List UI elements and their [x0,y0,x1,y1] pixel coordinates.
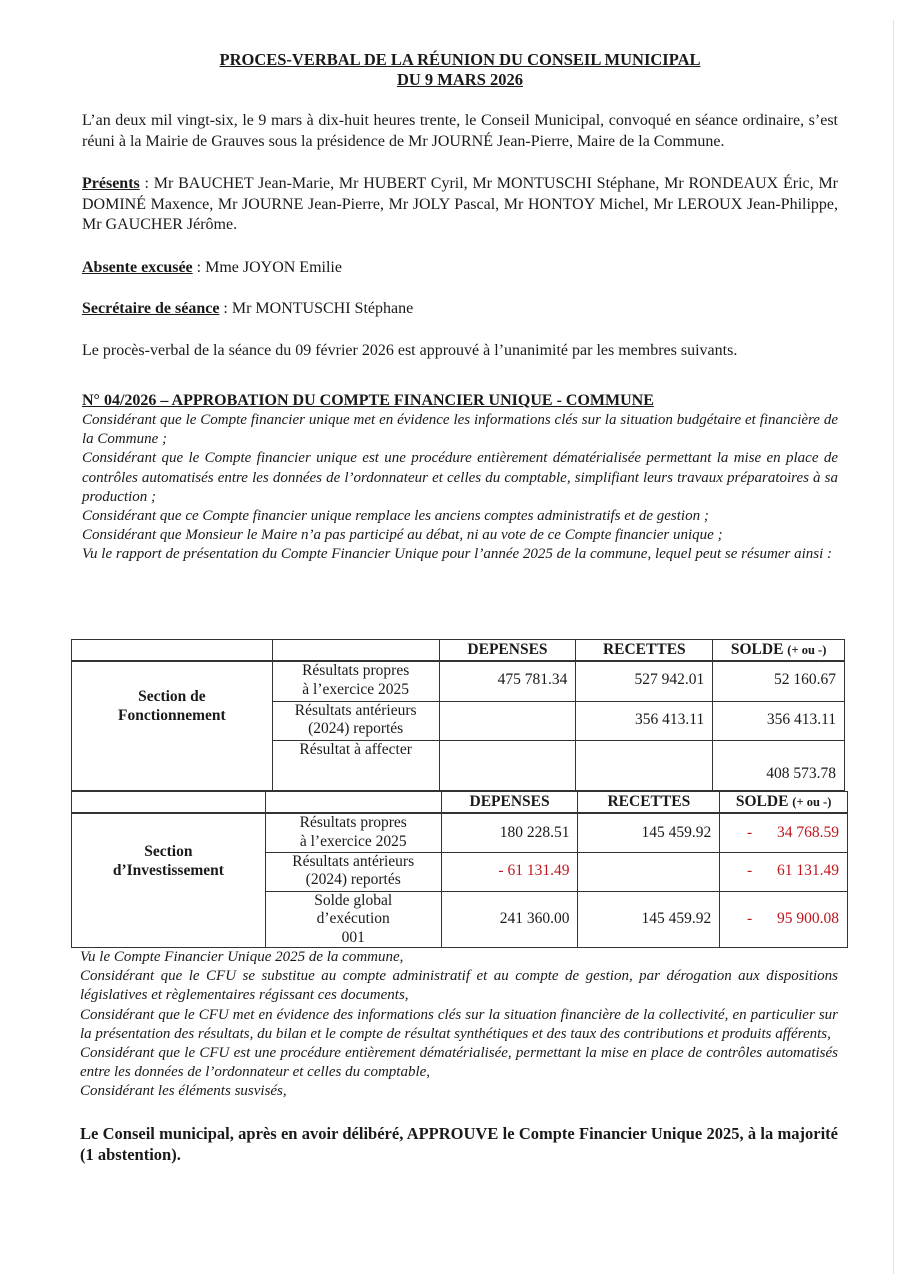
header-recettes: RECETTES [578,792,720,814]
solde-value: 95 900.08 [777,910,839,927]
table-row [72,813,848,852]
considerant-2: Considérant que le Compte financier unique est une procédure entièrement dématérialisée permettant la mise en place de contrôles automatisés entre les données de l’ordonnateur et celles du comptable, simplifiant leurs travaux préparatoires à sa production ; [82,450,838,505]
page-edge-line [893,20,894,1274]
header-empty-2 [265,792,441,814]
cell-depenses [439,701,576,740]
cell-solde: 356 413.11 [713,701,845,740]
header-empty-1 [72,640,273,662]
council-decision: Le Conseil municipal, après en avoir délibéré, APPROUVE le Compte Financier Unique 2025, à la majorité (1 abstention). [80,1123,838,1164]
header-solde-label: SOLDE [730,640,784,658]
considerant-after-1: Vu le Compte Financier Unique 2025 de la commune, [80,949,404,965]
considerant-after-3: Considérant que le CFU met en évidence des informations clés sur la situation financière de la collectivité, en particulier sur la présentation des résultats, du bilan et le compte de résultat synthétiques et des taux des contributions et produits afférents, [80,1006,838,1042]
header-solde [720,792,848,814]
considerant-after-2: Considérant que le CFU se substitue au compte administratif et au compte de gestion, par dérogation aux dispositions législatives et règlementaires régissant ces documents, [80,968,838,1004]
title-line-2: DU 9 MARS 2026 [396,70,524,89]
header-solde-suffix: (+ ou -) [792,794,832,809]
cell-recettes: 527 942.01 [576,661,713,701]
absente-paragraph [82,258,838,279]
cell-recettes [576,740,713,790]
negative-sign: - [747,910,753,927]
cell-depenses: - 61 131.49 [441,852,578,891]
header-solde-label: SOLDE [735,792,789,810]
cell-solde: 52 160.67 [713,661,845,701]
cell-recettes [578,852,720,891]
cell-depenses: 180 228.51 [441,813,578,852]
row-label: Résultats propres à l’exercice 2025 [265,813,441,852]
considerant-5: Vu le rapport de présentation du Compte Financier Unique pour l’année 2025 de la commune, lequel peut se résumer ainsi : [82,546,833,563]
row-label: Résultats propres à l’exercice 2025 [272,661,439,701]
secretaire-label: Secrétaire de séance [82,300,220,317]
row-label: Résultats antérieurs (2024) reportés [265,852,441,891]
cell-solde: 408 573.78 [713,740,845,790]
intro-paragraph: L’an deux mil vingt-six, le 9 mars à dix-huit heures trente, le Conseil Municipal, convoqué en séance ordinaire, s’est réuni à la Mairie de Grauves sous la présidence de Mr JOURNÉ Jean-Pierre, Maire de la Commune. [82,112,838,150]
row-label: Résultats antérieurs (2024) reportés [272,701,439,740]
cell-recettes: 356 413.11 [576,701,713,740]
secretaire-paragraph [82,299,838,320]
considerant-1: Considérant que le Compte financier unique met en évidence les informations clés sur la situation budgétaire et financière de la Commune ; [82,412,838,448]
considerants-before [82,411,838,565]
header-solde [713,640,845,662]
page-title [82,50,838,90]
row-label: Résultat à affecter [272,740,439,790]
cell-solde [720,852,848,891]
absente-label: Absente excusée [82,258,193,276]
cell-recettes: 145 459.92 [578,891,720,948]
considerant-after-4: Considérant que le CFU est une procédure entièrement dématérialisée, permettant la mise en place de contrôles automatisés entre les données de l’ordonnateur et celles du comptable, [80,1045,838,1081]
presents-paragraph [82,174,838,236]
cell-solde [720,891,848,948]
header-depenses: DEPENSES [439,640,576,662]
header-solde-suffix: (+ ou -) [787,642,827,657]
negative-sign: - [747,862,753,880]
cell-depenses: 241 360.00 [441,891,578,948]
cell-recettes: 145 459.92 [578,813,720,852]
cell-depenses [439,740,576,790]
fonctionnement-table [71,639,845,791]
pv-approval: Le procès-verbal de la séance du 09 février 2026 est approuvé à l’unanimité par les membres suivants. [82,341,738,359]
solde-value: 34 768.59 [777,823,839,841]
table-row [72,661,845,701]
section-fonctionnement-label: Section de Fonctionnement [72,661,273,790]
header-depenses: DEPENSES [441,792,578,814]
solde-value: 61 131.49 [777,862,839,880]
motion-title: N° 04/2026 – APPROBATION DU COMPTE FINANCIER UNIQUE - COMMUNE [82,392,654,409]
presents-label: Présents [82,175,140,192]
considerant-3: Considérant que ce Compte financier unique remplace les anciens comptes administratifs et de gestion ; [82,508,709,525]
title-line-1: PROCES-VERBAL DE LA RÉUNION DU CONSEIL MUNICIPAL [219,50,701,69]
investissement-table [71,791,848,948]
considerant-after-5: Considérant les éléments susvisés, [80,1083,287,1100]
secretaire-name: : Mr MONTUSCHI Stéphane [219,300,414,317]
cell-depenses: 475 781.34 [439,661,576,701]
presents-list: : Mr BAUCHET Jean-Marie, Mr HUBERT Cyril, Mr MONTUSCHI Stéphane, Mr RONDEAUX Éric, Mr DOMINÉ Maxence, Mr JOURNE Jean-Pierre, Mr JOLY Pascal, Mr HONTOY Michel, Mr LEROUX Jean-Philippe, Mr GAUCHER Jérôme. [82,175,838,233]
row-label: Solde global d’exécution 001 [265,891,441,948]
header-recettes: RECETTES [576,640,713,662]
considerants-after [80,948,838,1165]
negative-sign: - [747,823,753,841]
cell-solde [720,813,848,852]
considerant-4: Considérant que Monsieur le Maire n’a pas participé au débat, ni au vote de ce Compte financier unique ; [82,527,723,544]
section-investissement-label: Section d’Investissement [72,813,266,948]
absente-name: : Mme JOYON Emilie [192,258,342,276]
header-empty-1 [72,792,266,814]
header-empty-2 [272,640,439,662]
document-page [82,50,838,565]
